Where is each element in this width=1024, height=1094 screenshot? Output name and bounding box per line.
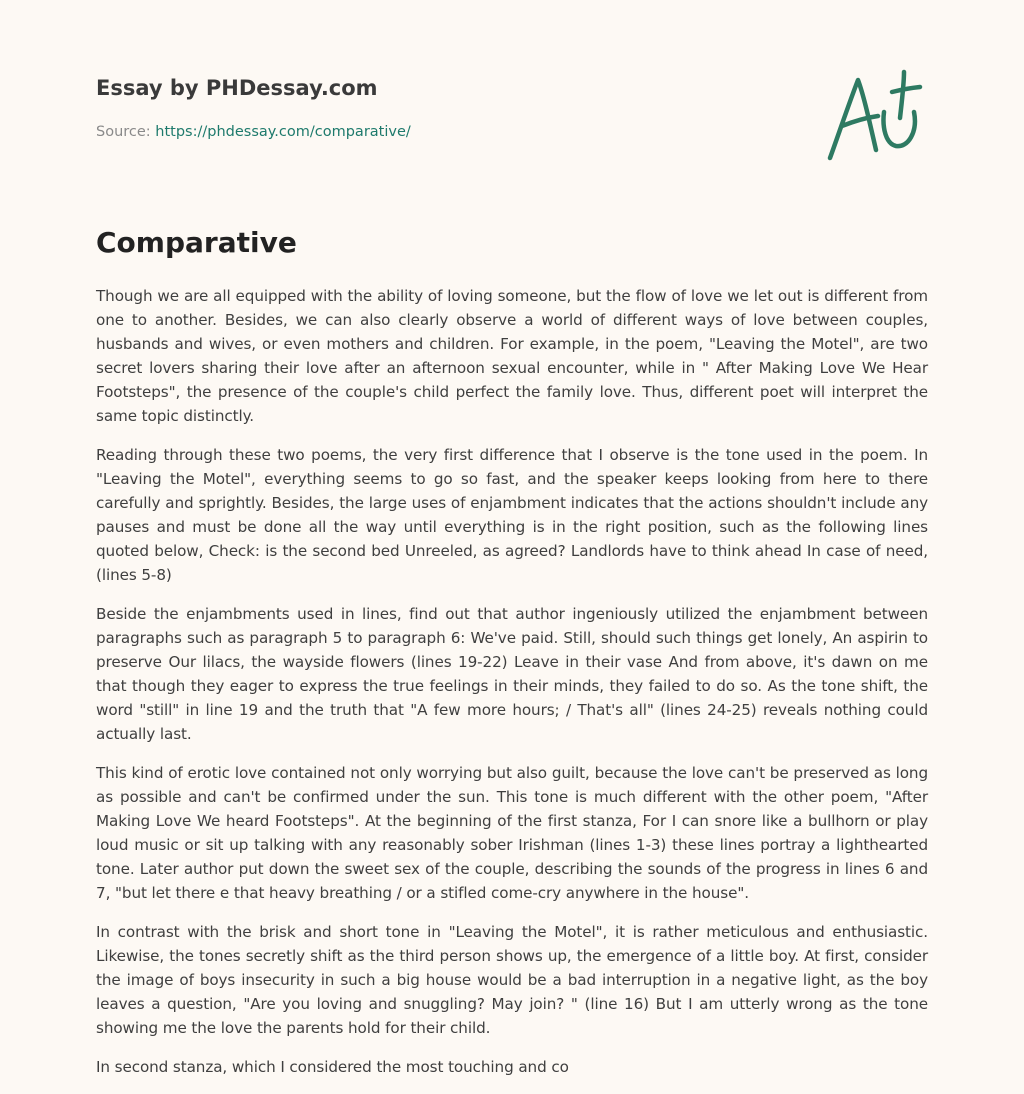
essay-title: Comparative bbox=[96, 226, 297, 259]
essay-paragraph: Reading through these two poems, the very first difference that I observe is the tone used in the poem. In "Leaving the Motel", everything seems to go so fast, and the speaker keeps looking from here to there carefully and sprightly. Besides, the large uses of enjambment indicates that the actions shouldn't include any pauses and must be done all the way until everything is in the right position, such as the following lines quoted below, Check: is the second bed Unreeled, as agreed? Landlords have to think ahead In case of need, (lines 5-8) bbox=[96, 446, 928, 584]
site-title: Essay by PHDessay.com bbox=[96, 76, 378, 100]
a-plus-logo-icon bbox=[822, 66, 932, 166]
essay-paragraph: This kind of erotic love contained not only worrying but also guilt, because the love can't be preserved as long as possible and can't be confirmed under the sun. This tone is much different with the other poem, "After Making Love We heard Footsteps". At the beginning of the first stanza, For I can snore like a bullhorn or play loud music or sit up talking with any reasonably sober Irishman (lines 1-3) these lines portray a lighthearted tone. Later author put down the sweet sex of the couple, describing the sounds of the progress in lines 6 and 7, "but let there e that heavy breathing / or a stifled come-cry anywhere in the house". bbox=[96, 764, 928, 902]
essay-paragraph: In contrast with the brisk and short tone in "Leaving the Motel", it is rather meticulous and enthusiastic. Likewise, the tones secretly shift as the third person shows up, the emergence of a little boy. At first, consider the image of boys insecurity in such a big house would be a bad interruption in a negative light, as the boy leaves a question, "Are you loving and snuggling? May join? " (line 16) But I am utterly wrong as the tone showing me the love the parents hold for their child. bbox=[96, 923, 928, 1037]
essay-body bbox=[96, 284, 928, 1094]
source-label: Source: bbox=[96, 124, 156, 140]
source-link[interactable]: https://phdessay.com/comparative/ bbox=[155, 124, 411, 140]
essay-paragraph: Though we are all equipped with the ability of loving someone, but the flow of love we let out is different from one to another. Besides, we can also clearly observe a world of different ways of love between couples, husbands and wives, or even mothers and children. For example, in the poem, "Leaving the Motel", are two secret lovers sharing their love after an afternoon sexual encounter, while in " After Making Love We Hear Footsteps", the presence of the couple's child perfect the family love. Thus, different poet will interpret the same topic distinctly. bbox=[96, 287, 928, 425]
essay-paragraph: Beside the enjambments used in lines, find out that author ingeniously utilized the enjambment between paragraphs such as paragraph 5 to paragraph 6: We've paid. Still, should such things get lonely, An aspirin to preserve Our lilacs, the wayside flowers (lines 19-22) Leave in their vase And from above, it's dawn on me that though they eager to express the true feelings in their minds, they failed to do so. As the tone shift, the word "still" in line 19 and the truth that "A few more hours; / That's all" (lines 24-25) reveals nothing could actually last. bbox=[96, 605, 928, 743]
source-line bbox=[96, 124, 411, 140]
essay-paragraph: In second stanza, which I considered the most touching and co bbox=[96, 1058, 569, 1076]
